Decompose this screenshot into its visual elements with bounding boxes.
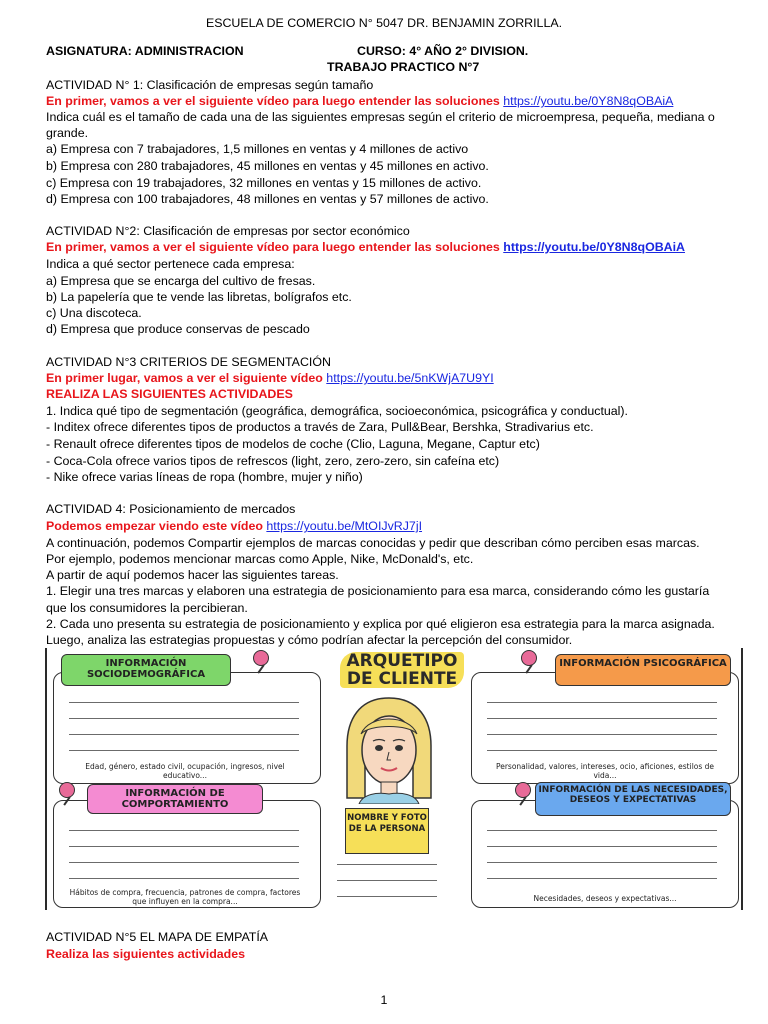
activity2-prompt: Indica a qué sector pertenece cada empresa: bbox=[46, 257, 295, 271]
write-line bbox=[487, 702, 717, 703]
activity4-line: 2. Cada uno presenta su estrategia de posicionamiento y explica por qué eligieron esa estrategia para la marca asignada. bbox=[46, 617, 715, 631]
write-line bbox=[69, 830, 299, 831]
name-photo-box: NOMBRE Y FOTO DE LA PERSONA bbox=[345, 808, 429, 854]
activity1-prompt: Indica cuál es el tamaño de cada una de las siguientes empresas según el criterio de microempresa, pequeña, mediana o bbox=[46, 110, 715, 124]
activity2-item: a) Empresa que se encarga del cultivo de fresas. bbox=[46, 274, 316, 288]
write-line bbox=[337, 864, 437, 865]
write-line bbox=[69, 846, 299, 847]
activity4-line: A partir de aquí podemos hacer las siguientes tareas. bbox=[46, 568, 339, 582]
tp-title: TRABAJO PRACTICO N°7 bbox=[327, 60, 480, 74]
page-number: 1 bbox=[380, 993, 388, 1007]
activity5-title: ACTIVIDAD N°5 EL MAPA DE EMPATÍA bbox=[46, 930, 269, 944]
activity3-video-link[interactable]: https://youtu.be/5nKWjA7U9YI bbox=[326, 371, 494, 385]
activity2-title: ACTIVIDAD N°2: Clasificación de empresas por sector económico bbox=[46, 224, 410, 238]
behavior-tag: INFORMACIÓN DE COMPORTAMIENTO bbox=[87, 784, 263, 814]
activity4-line: A continuación, podemos Compartir ejemplos de marcas conocidas y pedir que describan cómo perciben esas marcas. bbox=[46, 536, 700, 550]
sociodemographic-caption: Edad, género, estado civil, ocupación, ingresos, nivel educativo... bbox=[85, 762, 285, 780]
activity4-line: 1. Elegir una tres marcas y elaboren una estrategia de posicionamiento para esa marca, considerando cómo les gustaría bbox=[46, 584, 710, 598]
write-line bbox=[69, 702, 299, 703]
write-line bbox=[487, 862, 717, 863]
archetype-title-line1: ARQUETIPO bbox=[346, 651, 458, 671]
write-line bbox=[69, 734, 299, 735]
needs-tag: INFORMACIÓN DE LAS NECESIDADES, DESEOS Y EXPECTATIVAS bbox=[535, 782, 731, 816]
activity3-intro: En primer lugar, vamos a ver el siguiente vídeo bbox=[46, 371, 323, 385]
activity3-item: - Renault ofrece diferentes tipos de modelos de coche (Clio, Laguna, Megane, Captur etc) bbox=[46, 437, 540, 451]
activity1-item: c) Empresa con 19 trabajadores, 32 millones en ventas y 15 millones de activo. bbox=[46, 176, 482, 190]
activity1-prompt-cont: grande. bbox=[46, 126, 89, 140]
write-line bbox=[69, 862, 299, 863]
activity1-intro: En primer, vamos a ver el siguiente vídeo para luego entender las soluciones bbox=[46, 94, 500, 108]
activity1-item: a) Empresa con 7 trabajadores, 1,5 millones en ventas y 4 millones de activo bbox=[46, 142, 469, 156]
activity4-line: que los consumidores la percibieran. bbox=[46, 601, 248, 615]
pin-icon bbox=[515, 782, 531, 798]
needs-box bbox=[471, 800, 739, 908]
activity3-item: - Coca-Cola ofrece varios tipos de refrescos (light, zero, zero-zero, sin cafeína etc) bbox=[46, 454, 500, 468]
write-line bbox=[487, 734, 717, 735]
psychographic-tag: INFORMACIÓN PSICOGRÁFICA bbox=[555, 654, 731, 686]
activity2-item: d) Empresa que produce conservas de pescado bbox=[46, 322, 310, 336]
activity4-video-link[interactable]: https://youtu.be/MtOIJvRJ7jI bbox=[266, 519, 423, 533]
activity4-title: ACTIVIDAD 4: Posicionamiento de mercados bbox=[46, 502, 296, 516]
archetype-title-line2: DE CLIENTE bbox=[346, 669, 458, 689]
activity2-intro-line bbox=[46, 239, 685, 255]
activity5-intro: Realiza las siguientes actividades bbox=[46, 947, 246, 961]
activity2-intro: En primer, vamos a ver el siguiente vídeo para luego entender las soluciones bbox=[46, 240, 500, 254]
activity1-item: b) Empresa con 280 trabajadores, 45 millones en ventas y 45 millones en activo. bbox=[46, 159, 489, 173]
write-line bbox=[69, 878, 299, 879]
pin-icon bbox=[521, 650, 537, 666]
activity1-title: ACTIVIDAD N° 1: Clasificación de empresas según tamaño bbox=[46, 78, 374, 92]
activity4-line: Luego, analiza las estrategias propuestas y cómo podrían afectar la percepción del consumidor. bbox=[46, 633, 573, 647]
activity4-intro: Podemos empezar viendo este vídeo bbox=[46, 519, 263, 533]
archetype-title bbox=[332, 652, 472, 688]
write-line bbox=[337, 896, 437, 897]
activity1-item: d) Empresa con 100 trabajadores, 48 millones en ventas y 57 millones de activo. bbox=[46, 192, 489, 206]
customer-face-illustration bbox=[339, 694, 439, 804]
activity2-video-link[interactable]: https://youtu.be/0Y8N8qOBAiA bbox=[503, 240, 685, 254]
write-line bbox=[69, 750, 299, 751]
activity3-item: - Nike ofrece varias líneas de ropa (hombre, mujer y niño) bbox=[46, 470, 363, 484]
activity3-realiza: REALIZA LAS SIGUIENTES ACTIVIDADES bbox=[46, 387, 293, 401]
activity1-intro-line bbox=[46, 93, 673, 109]
needs-caption: Necesidades, deseos y expectativas... bbox=[533, 894, 677, 903]
activity1-video-link[interactable]: https://youtu.be/0Y8N8qOBAiA bbox=[503, 94, 674, 108]
pin-icon bbox=[253, 650, 269, 666]
activity3-item: - Inditex ofrece diferentes tipos de productos a través de Zara, Pull&Bear, Bershka, Stradivarius etc. bbox=[46, 420, 594, 434]
activity2-item: b) La papelería que te vende las libretas, bolígrafos etc. bbox=[46, 290, 352, 304]
activity3-item: 1. Indica qué tipo de segmentación (geográfica, demográfica, socioeconómica, psicográfica y conductual). bbox=[46, 404, 629, 418]
sociodemographic-tag: INFORMACIÓN SOCIODEMOGRÁFICA bbox=[61, 654, 231, 686]
write-line bbox=[337, 880, 437, 881]
write-line bbox=[69, 718, 299, 719]
write-line bbox=[487, 750, 717, 751]
pin-icon bbox=[59, 782, 75, 798]
subject-label: ASIGNATURA: ADMINISTRACION bbox=[46, 44, 244, 58]
psychographic-caption: Personalidad, valores, intereses, ocio, aficiones, estilos de vida... bbox=[495, 762, 715, 780]
write-line bbox=[487, 830, 717, 831]
course-label: CURSO: 4° AÑO 2° DIVISION. bbox=[357, 44, 529, 58]
school-name: ESCUELA DE COMERCIO N° 5047 DR. BENJAMIN ZORRILLA. bbox=[205, 16, 563, 30]
write-line bbox=[487, 718, 717, 719]
behavior-caption: Hábitos de compra, frecuencia, patrones de compra, factores que influyen en la compra... bbox=[69, 888, 301, 906]
write-line bbox=[487, 878, 717, 879]
write-line bbox=[487, 846, 717, 847]
activity2-item: c) Una discoteca. bbox=[46, 306, 142, 320]
activity4-line: Por ejemplo, podemos mencionar marcas como Apple, Nike, McDonald's, etc. bbox=[46, 552, 474, 566]
activity4-intro-line bbox=[46, 518, 422, 534]
activity3-title: ACTIVIDAD N°3 CRITERIOS DE SEGMENTACIÓN bbox=[46, 355, 331, 369]
customer-archetype-infographic bbox=[45, 648, 743, 910]
activity3-intro-line bbox=[46, 370, 494, 386]
